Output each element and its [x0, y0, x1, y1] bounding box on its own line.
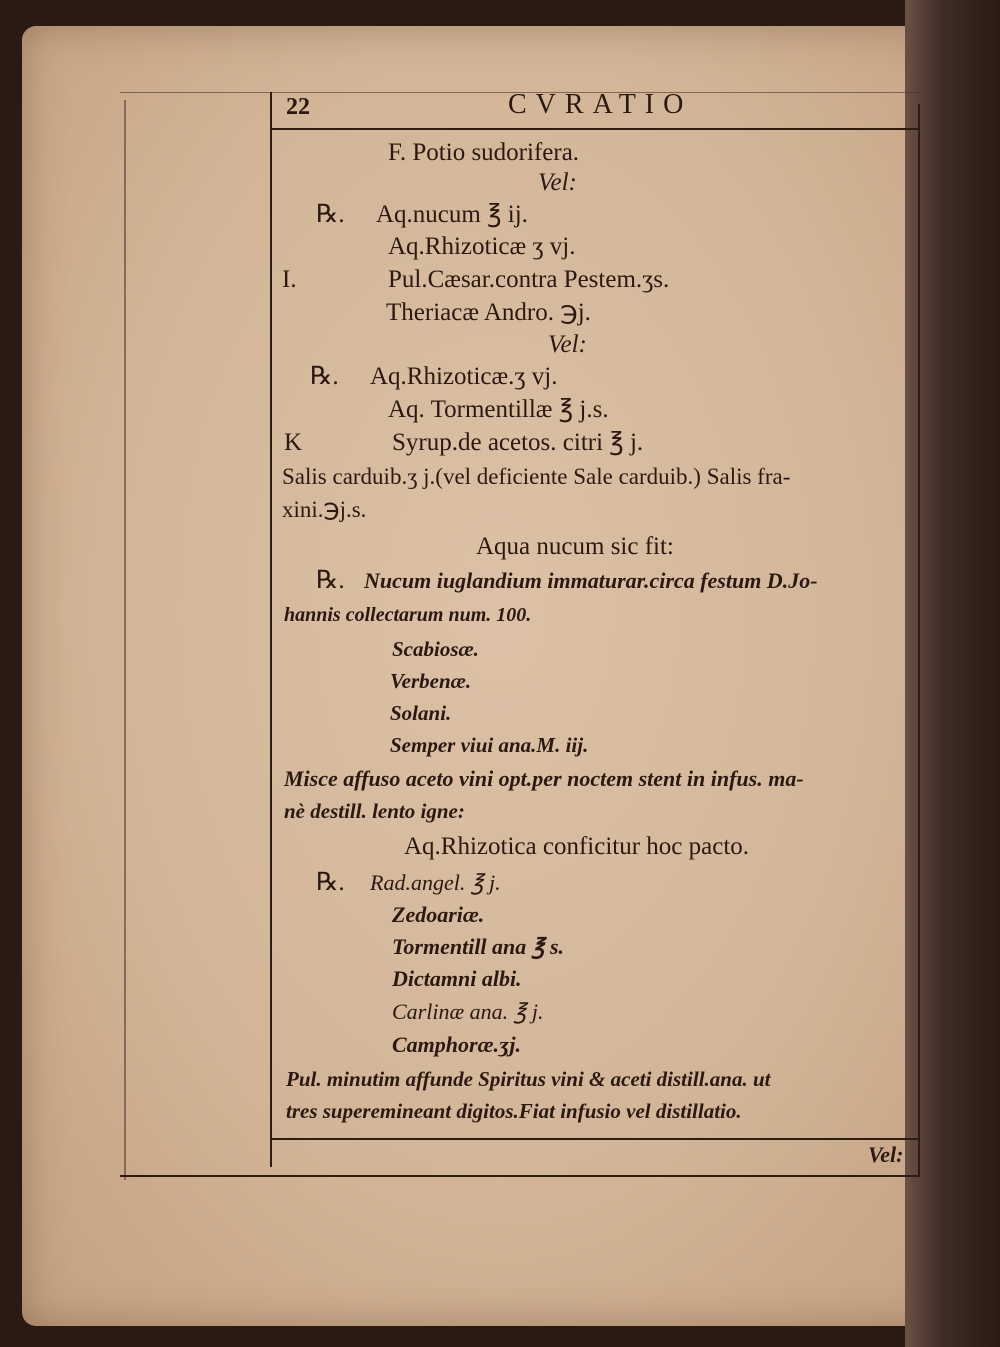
- text-line: Theriacæ Andro. ℈j.: [386, 299, 591, 326]
- section-heading: Aq.Rhizotica conficitur hoc pacto.: [404, 833, 750, 860]
- text-line: xini.℈j.s.: [282, 497, 367, 522]
- margin-rule-right: [918, 104, 920, 1176]
- recipe-mark: ℞.: [316, 869, 345, 896]
- text-line: tres supereminеant digitos.Fiat infusio vel distillatio.: [286, 1099, 742, 1123]
- section-heading: Aqua nucum sic fit:: [476, 533, 674, 560]
- text-line: Camphoræ.ʒj.: [392, 1032, 521, 1057]
- running-title: CVRATIO: [508, 89, 693, 120]
- outer-left-rule: [124, 100, 126, 1180]
- text-line: Vel:: [538, 169, 577, 196]
- text-line: Zedoariæ.: [392, 902, 485, 927]
- text-line: Aq.Rhizoticæ.ʒ vj.: [370, 363, 558, 390]
- text-line: Verbenæ.: [390, 669, 472, 693]
- text-line: F. Potio sudorifera.: [388, 139, 580, 166]
- margin-mark: I.: [282, 266, 297, 293]
- text-line: Aq. Tormentillæ ℥ j.s.: [388, 396, 609, 423]
- text-line: Salis carduib.ʒ j.(vel deficiente Sale carduib.) Salis fra-: [282, 464, 791, 489]
- text-line: Pul.Cæsar.contra Pestem.ʒs.: [388, 266, 670, 293]
- header-rule: [272, 128, 918, 130]
- text-line: Rad.angel. ℥ j.: [370, 870, 501, 895]
- text-line: Misce affuso aceto vini opt.per noctem stent in infus. ma-: [284, 766, 804, 791]
- recipe-mark: ℞.: [310, 363, 339, 390]
- recipe-mark: ℞.: [316, 567, 345, 594]
- catchword: Vel:: [868, 1142, 904, 1167]
- text-line: Solani.: [390, 701, 452, 725]
- text-line: Syrup.de acetos. citri ℥ j.: [392, 429, 644, 456]
- text-line: Tormentill ana ℥ s.: [392, 934, 565, 959]
- text-line: Nucum iuglandium immaturar.circa festum D.Jo-: [364, 568, 818, 593]
- footer-rule-outer: [120, 1175, 920, 1177]
- text-line: hannis collectarum num. 100.: [284, 604, 532, 626]
- text-line: Dictamni albi.: [392, 966, 522, 991]
- margin-rule-left: [270, 92, 272, 1167]
- text-line: Vel:: [548, 331, 587, 358]
- recipe-mark: ℞.: [316, 201, 345, 228]
- text-line: Semper viui ana.M. iij.: [390, 733, 589, 757]
- text-line: Carlinæ ana. ℥ j.: [392, 999, 544, 1024]
- text-line: Scabiosæ.: [392, 637, 479, 661]
- text-line: Aq.nucum ℥ ij.: [376, 201, 528, 228]
- margin-mark: K: [284, 429, 303, 456]
- text-line: nè destill. lento igne:: [284, 799, 465, 823]
- text-line: Pul. minutim affunde Spiritus vini & aceti distill.ana. ut: [286, 1067, 771, 1091]
- page-number: 22: [286, 94, 310, 120]
- footer-rule: [270, 1138, 920, 1140]
- text-line: Aq.Rhizoticæ ʒ vj.: [388, 233, 576, 260]
